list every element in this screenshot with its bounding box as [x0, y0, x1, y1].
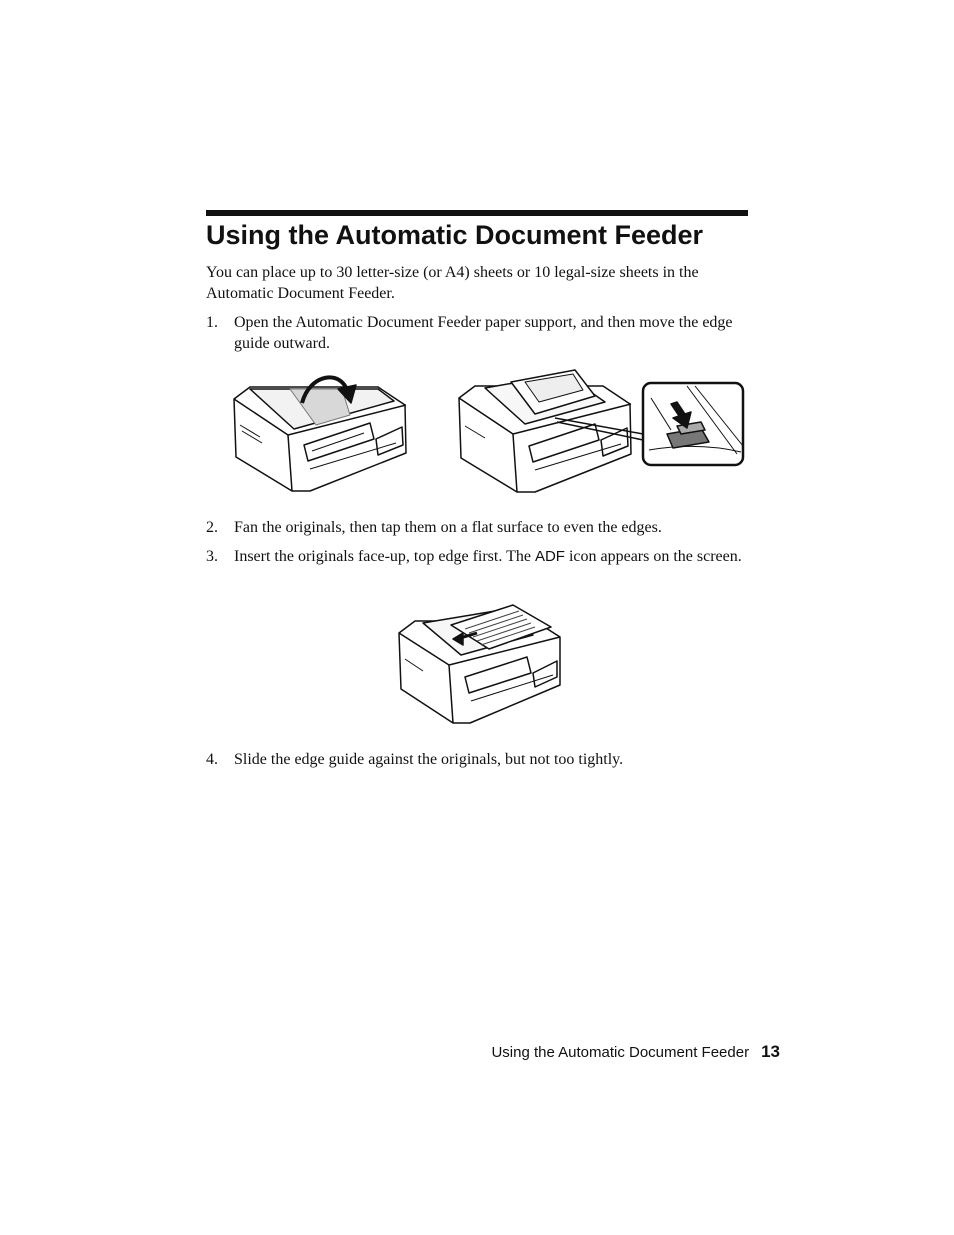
step-text: Insert the originals face-up, top edge first. The ADF icon appears on the screen. — [234, 548, 742, 565]
step-text: Open the Automatic Document Feeder paper support, and then move the edge guide outward. — [234, 314, 733, 352]
page-footer — [491, 1042, 780, 1062]
heading-rule — [206, 210, 748, 216]
step-3 — [206, 546, 746, 567]
step-text: Fan the originals, then tap them on a flat surface to even the edges. — [234, 519, 662, 536]
step-4 — [206, 749, 746, 770]
footer-section-title: Using the Automatic Document Feeder — [491, 1044, 750, 1061]
step-number: 1. — [206, 314, 218, 331]
intro-paragraph: You can place up to 30 letter-size (or A4) sheets or 10 legal-size sheets in the Automatic Document Feeder. — [206, 264, 699, 302]
page-title: Using the Automatic Document Feeder — [206, 220, 704, 250]
step-2 — [206, 517, 746, 538]
printer-edge-guide-illustration — [455, 368, 745, 498]
printer-load-originals-illustration — [395, 603, 565, 729]
adf-icon-label: ADF — [534, 548, 565, 565]
page-number: 13 — [761, 1042, 780, 1061]
step-number: 4. — [206, 751, 218, 768]
step-1 — [206, 312, 746, 354]
step-number: 3. — [206, 548, 218, 565]
step-text: Slide the edge guide against the originals, but not too tightly. — [234, 751, 624, 768]
step-number: 2. — [206, 519, 218, 536]
printer-open-support-illustration — [230, 365, 410, 497]
